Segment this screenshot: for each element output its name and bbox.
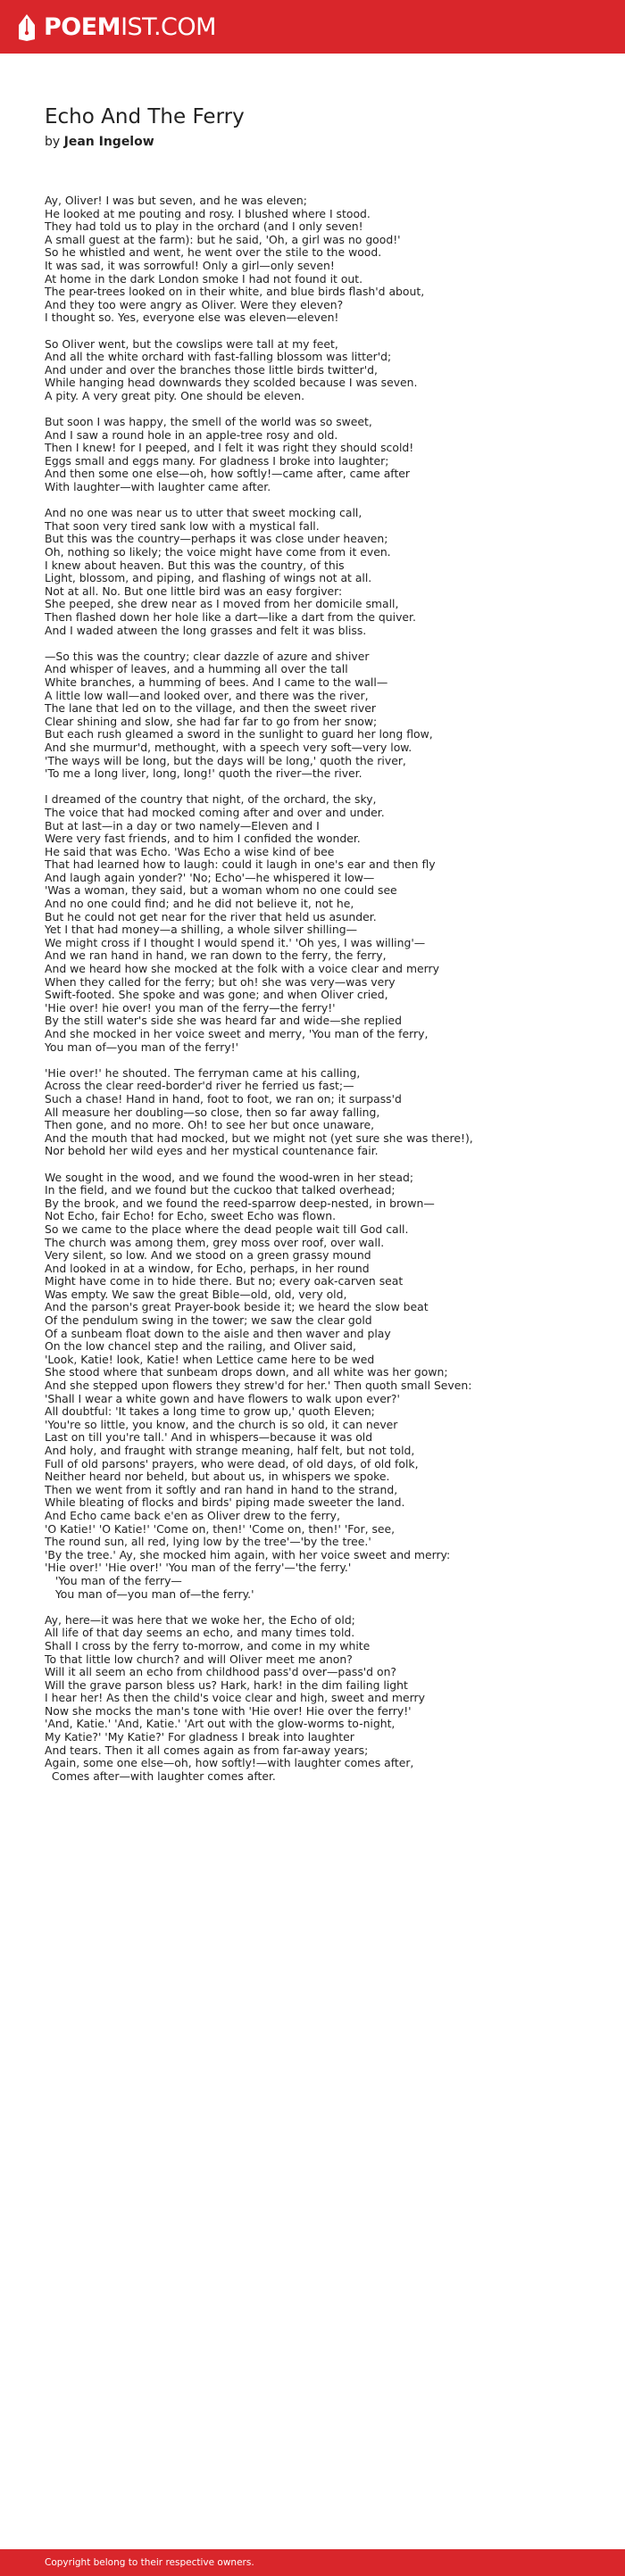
poem-line: I hear her! As then the child's voice clear and high, sweet and merry: [45, 1691, 425, 1705]
poem-line: Then we went from it softly and ran hand in hand to the strand,: [45, 1482, 398, 1496]
poem-line: Was empty. We saw the great Bible—old, old, very old,: [45, 1287, 347, 1301]
poem-body: [45, 195, 607, 1796]
site-header: [0, 0, 625, 54]
poem-line: But each rush gleamed a sword in the sunlight to guard her long flow,: [45, 727, 433, 741]
poem-stanza: [45, 338, 607, 403]
poem-line: At home in the dark London smoke I had not found it out.: [45, 271, 363, 286]
poem-line: 'O Katie!' 'O Katie!' 'Come on, then!' 'Come on, then!' 'For, see,: [45, 1521, 396, 1536]
poem-line: While bleating of flocks and birds' piping made sweeter the land.: [45, 1495, 405, 1510]
poem-line: I thought so. Yes, everyone else was eleven—eleven!: [45, 311, 339, 325]
poem-line: Full of old parsons' prayers, who were dead, of old days, of old folk,: [45, 1456, 419, 1470]
poem-line: Light, blossom, and piping, and flashing of wings not at all.: [45, 571, 372, 585]
poem-line: She peeped, she drew near as I moved from her domicile small,: [45, 597, 399, 611]
poem-line: Comes after—with laughter comes after.: [45, 1768, 276, 1783]
poem-line: So we came to the place where the dead people wait till God call.: [45, 1222, 409, 1236]
poem-line: Now she mocks the man's tone with 'Hie over! Hie over the ferry!': [45, 1703, 412, 1718]
poem-line: All life of that day seems an echo, and many times told.: [45, 1626, 355, 1640]
poem-line: And holy, and fraught with strange meaning, half felt, but not told,: [45, 1444, 415, 1457]
poem-line: Neither heard nor beheld, but about us, in whispers we spoke.: [45, 1470, 390, 1484]
poem-line: And they too were angry as Oliver. Were they eleven?: [45, 297, 344, 311]
poem-line: But at last—in a day or two namely—Eleven and I: [45, 818, 320, 832]
poem-line: 'Was a woman, they said, but a woman whom no one could see: [45, 883, 397, 898]
poem-line: Across the clear reed-border'd river he ferried us fast;—: [45, 1079, 354, 1093]
poem-line: And no one could find; and he did not believe it, not he,: [45, 897, 354, 911]
poem-line: Eggs small and eggs many. For gladness I broke into laughter;: [45, 453, 389, 468]
poem-line: Not at all. No. But one little bird was an easy forgiver:: [45, 584, 343, 598]
poem-line: Of a sunbeam float down to the aisle and then waver and play: [45, 1326, 391, 1340]
poem-line: And under and over the branches those little birds twitter'd,: [45, 362, 378, 377]
byline: [45, 134, 154, 150]
poem-line: Nor behold her wild eyes and her mystical countenance fair.: [45, 1144, 379, 1158]
poem-line: Swift-footed. She spoke and was gone; and when Oliver cried,: [45, 988, 388, 1002]
poem-line: Were very fast friends, and to him I confided the wonder.: [45, 832, 361, 846]
poem-line: Very silent, so low. And we stood on a green grassy mound: [45, 1248, 371, 1263]
poem-line: And she murmur'd, methought, with a speech very soft—very low.: [45, 740, 412, 754]
poem-line: When they called for the ferry; but oh! she was very—was very: [45, 974, 396, 989]
poem-line: And the parson's great Prayer-book beside it; we heard the slow beat: [45, 1300, 429, 1314]
poem-title: Echo And The Ferry: [45, 105, 245, 128]
poem-line: My Katie?' 'My Katie?' For gladness I break into laughter: [45, 1730, 354, 1744]
poem-line: With laughter—with laughter came after.: [45, 480, 271, 494]
poem-line: A pity. A very great pity. One should be eleven.: [45, 388, 305, 402]
poem-line: —So this was the country; clear dazzle of azure and shiver: [45, 649, 370, 663]
poem-line: In the field, and we found but the cuckoo that talked overhead;: [45, 1183, 396, 1197]
poem-line: 'You're so little, you know, and the church is so old, it can never: [45, 1417, 398, 1431]
poem-line: Such a chase! Hand in hand, foot to foot, we ran on; it surpass'd: [45, 1091, 402, 1106]
author-link[interactable]: Jean Ingelow: [63, 135, 154, 149]
poem-line: The voice that had mocked coming after and over and under.: [45, 805, 385, 819]
poem-line: And she mocked in her voice sweet and merry, 'You man of the ferry,: [45, 1027, 429, 1040]
logo-wordmark: POEMIST.COM: [44, 13, 216, 41]
poem-line: And laugh again yonder?' 'No; Echo'—he whispered it low—: [45, 870, 375, 884]
poem-line: The pear-trees looked on in their white, and blue birds flash'd about,: [45, 285, 425, 299]
poem-line: She stood where that sunbeam drops down, and all white was her gown;: [45, 1365, 448, 1379]
pen-nib-icon: [17, 13, 37, 42]
poem-line: Will it all seem an echo from childhood pass'd over—pass'd on?: [45, 1665, 397, 1679]
poem-line: And Echo came back e'en as Oliver drew to the ferry,: [45, 1508, 340, 1522]
poem-line: Clear shining and slow, she had far far to go from her snow;: [45, 714, 378, 728]
poem-line: We sought in the wood, and we found the wood-wren in her stead;: [45, 1170, 414, 1184]
poem-line: 'You man of the ferry—: [45, 1573, 182, 1587]
poem-line: They had told us to play in the orchard (and I only seven!: [45, 219, 363, 234]
poem-line: Might have come in to hide there. But no; every oak-carven seat: [45, 1274, 404, 1288]
poem-line: And I waded atween the long grasses and felt it was bliss.: [45, 623, 367, 637]
poem-line: And she stepped upon flowers they strew'd for her.' Then quoth small Seven:: [45, 1379, 472, 1393]
poem-line: So he whistled and went, he went over the stile to the wood.: [45, 245, 382, 260]
poem-line: 'To me a long liver, long, long!' quoth the river—the river.: [45, 766, 362, 781]
poem-stanza: [45, 195, 607, 325]
poem-line: 'Look, Katie! look, Katie! when Lettice came here to be wed: [45, 1352, 375, 1366]
poem-line: And we heard how she mocked at the folk with a voice clear and merry: [45, 962, 439, 976]
poem-line: A little low wall—and looked over, and there was the river,: [45, 688, 369, 702]
poem-line: Of the pendulum swing in the tower; we saw the clear gold: [45, 1313, 372, 1328]
poem-line: He looked at me pouting and rosy. I blushed where I stood.: [45, 206, 371, 220]
poem-line: Not Echo, fair Echo! for Echo, sweet Echo was flown.: [45, 1209, 337, 1223]
poem-line: Ay, Oliver! I was but seven, and he was eleven;: [45, 194, 307, 207]
poem-line: Yet I that had money—a shilling, a whole silver shilling—: [45, 923, 357, 937]
site-logo-link[interactable]: [17, 12, 216, 43]
poem-line: You man of—you man of the ferry!': [45, 1040, 239, 1054]
poem-line: But soon I was happy, the smell of the world was so sweet,: [45, 415, 372, 429]
poem-line: Last on till you're tall.' And in whispers—because it was old: [45, 1430, 373, 1445]
poem-line: White branches, a humming of bees. And I came to the wall—: [45, 675, 388, 689]
poem-line: Oh, nothing so likely; the voice might have come from it even.: [45, 545, 391, 559]
poem-line: Then I knew! for I peeped, and I felt it was right they should scold!: [45, 441, 414, 455]
poem-line: A small guest at the farm): but he said, 'Oh, a girl was no good!': [45, 232, 401, 246]
poem-stanza: [45, 793, 607, 1054]
poem-line: 'Hie over!' he shouted. The ferryman came at his calling,: [45, 1065, 361, 1080]
poem-line: It was sad, it was sorrowful! Only a girl—only seven!: [45, 258, 335, 272]
poem-line: But he could not get near for the river that held us asunder.: [45, 909, 377, 924]
poem-line: 'And, Katie.' 'And, Katie.' 'Art out with the glow-worms to-night,: [45, 1717, 396, 1731]
poem-line: On the low chancel step and the railing, and Oliver said,: [45, 1339, 356, 1354]
poem-line: 'Hie over!' 'Hie over!' 'You man of the ferry'—'the ferry.': [45, 1561, 352, 1575]
poem-line: Then gone, and no more. Oh! to see her but once unaware,: [45, 1118, 375, 1132]
poem-line: All doubtful: 'It takes a long time to grow up,' quoth Eleven;: [45, 1404, 375, 1419]
poem-line: And the mouth that had mocked, but we might not (yet sure she was there!),: [45, 1131, 473, 1145]
site-footer: [0, 2549, 625, 2576]
poem-line: The church was among them, grey moss over roof, over wall.: [45, 1235, 385, 1249]
poem-line: And I saw a round hole in an apple-tree rosy and old.: [45, 427, 338, 442]
poem-stanza: [45, 1172, 607, 1602]
poem-line: Ay, here—it was here that we woke her, the Echo of old;: [45, 1612, 355, 1627]
byline-prefix: by: [45, 135, 61, 149]
poem-stanza: [45, 650, 607, 781]
poem-line: We might cross if I thought I would spend it.' 'Oh yes, I was willing'—: [45, 935, 426, 949]
poem-line: That soon very tired sank low with a mystical fall.: [45, 518, 320, 533]
poem-line: Will the grave parson bless us? Hark, hark! in the dim failing light: [45, 1677, 408, 1692]
poem-line: To that little low church? and will Oliver meet me anon?: [45, 1652, 353, 1666]
poem-line: That had learned how to laugh: could it laugh in one's ear and then fly: [45, 857, 436, 872]
poem-line: You man of—you man of—the ferry.': [45, 1586, 254, 1601]
poem-stanza: [45, 1067, 607, 1158]
poem-line: 'The ways will be long, but the days will be long,' quoth the river,: [45, 753, 406, 767]
poem-line: Again, some one else—oh, how softly!—with laughter comes after,: [45, 1756, 414, 1770]
poem-line: All measure her doubling—so close, then so far away falling,: [45, 1105, 380, 1119]
poem-line: And tears. Then it all comes again as from far-away years;: [45, 1743, 369, 1757]
poem-line: And then some one else—oh, how softly!—came after, came after: [45, 467, 411, 481]
poem-line: By the still water's side she was heard far and wide—she replied: [45, 1014, 403, 1028]
poem-line: I knew about heaven. But this was the country, of this: [45, 558, 345, 572]
poem-line: But this was the country—perhaps it was close under heaven;: [45, 532, 388, 546]
poem-line: 'Hie over! hie over! you man of the ferry—the ferry!': [45, 1000, 336, 1015]
poem-line: Then flashed down her hole like a dart—like a dart from the quiver.: [45, 610, 416, 624]
poem-line: I dreamed of the country that night, of the orchard, the sky,: [45, 792, 377, 807]
poem-stanza: [45, 1614, 607, 1784]
poem-line: And whisper of leaves, and a humming all over the tall: [45, 662, 348, 676]
poem-stanza: [45, 416, 607, 494]
copyright-notice: Copyright belong to their respective owners.: [45, 2557, 254, 2568]
poem-line: The lane that led on to the village, and then the sweet river: [45, 701, 376, 716]
poem-line: The round sun, all red, lying low by the tree'—'by the tree.': [45, 1535, 371, 1549]
poem-line: And all the white orchard with fast-falling blossom was litter'd;: [45, 350, 392, 364]
poem-line: And looked in at a window, for Echo, perhaps, in her round: [45, 1261, 370, 1275]
poem-line: And no one was near us to utter that sweet mocking call,: [45, 506, 362, 520]
poem-line: By the brook, and we found the reed-sparrow deep-nested, in brown—: [45, 1196, 435, 1210]
poem-line: So Oliver went, but the cowslips were tall at my feet,: [45, 336, 338, 351]
poem-line: And we ran hand in hand, we ran down to the ferry, the ferry,: [45, 948, 387, 963]
poem-line: 'Shall I wear a white gown and have flowers to walk upon ever?': [45, 1391, 400, 1405]
poem-line: 'By the tree.' Ay, she mocked him again, with her voice sweet and merry:: [45, 1547, 451, 1561]
poem-line: While hanging head downwards they scolded because I was seven.: [45, 376, 418, 390]
poem-line: Shall I cross by the ferry to-morrow, and come in my white: [45, 1638, 371, 1652]
poem-line: He said that was Echo. 'Was Echo a wise kind of bee: [45, 844, 335, 858]
poem-stanza: [45, 507, 607, 637]
